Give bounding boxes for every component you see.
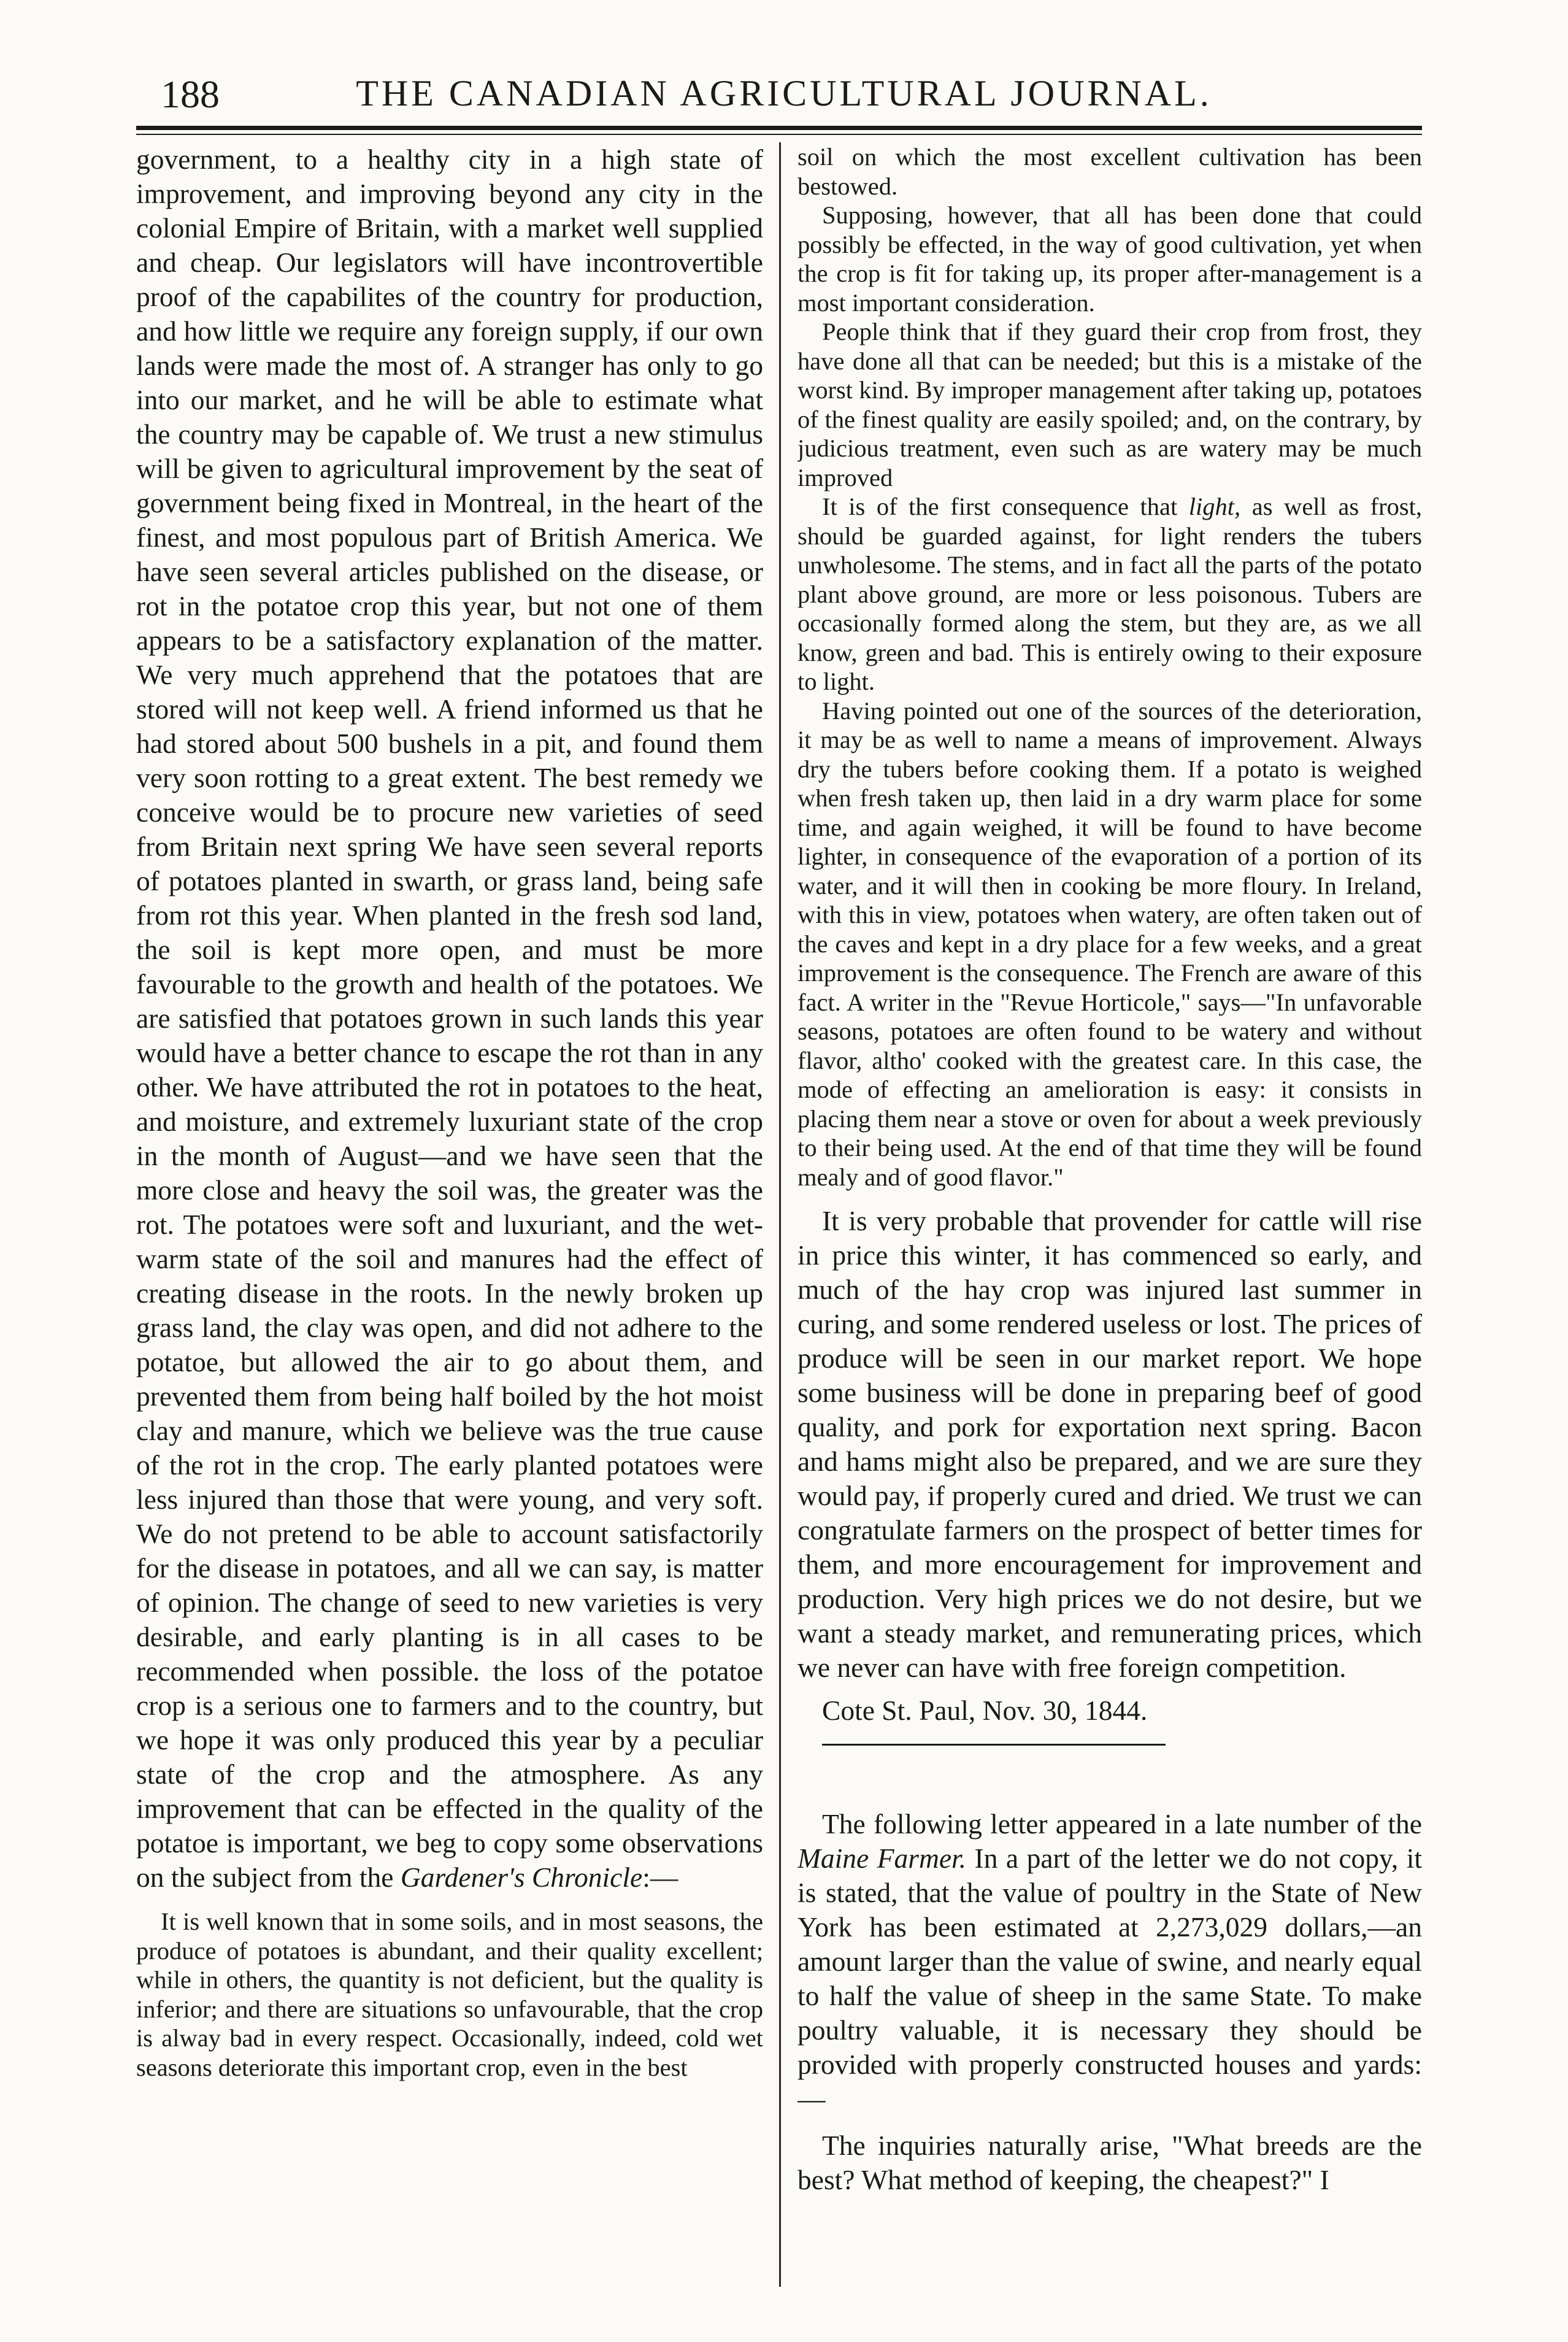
running-title: THE CANADIAN AGRICULTURAL JOURNAL. [356,73,1212,114]
quoted-paragraph: It is well known that in some soils, and in most seasons, the produce of potatoes is abundant, and their quality excellent; while in others, the quantity is not deficient, but the quality is inferior; and there are situations so unfavourable, that the crop is alway bad in every respect. Occasionally, indeed, cold wet seasons deteriorate this important crop, even in the best [136,1908,763,2081]
dateline-signoff: Cote St. Paul, Nov. 30, 1844. [822,1695,1148,1726]
paragraph-text: In a part of the letter we do not copy, it is stated, that the value of poultry in the State of New York has been estimated at 2,273,029 dollars,—an amount larger than the value of swine, and nearly equal to half the value of sheep in the same State. To make poultry valuable, it is necessary they should be provided with properly constructed houses and yards:— [797,1843,1422,2114]
header-rule-thin [136,134,1422,135]
emphasis-word: light, [1188,493,1241,520]
editorial-paragraph: It is very probable that provender for cattle will rise in price this winter, it has commenced so early, and much of the hay crop was injured last summer in curing, and some rendered useless or lost. The prices of produce will be seen in our market report. We hope some business will be done in preparing beef of good quality, and pork for exportation next spring. Bacon and hams might also be prepared, and we are sure they would pay, if properly cured and dried. We trust we can congratulate farmers on the prospect of better times for them, and more encouragement for improvement and production. Very high prices we do not desire, but we want a steady market, and remunerating prices, which we never can have with free foreign competition. [797,1205,1422,1683]
paragraph-tail: :— [642,1862,678,1893]
right-column [797,142,1422,2287]
editorial-paragraph: The inquiries naturally arise, "What breeds are the best? What method of keeping, the cheapest?" I [797,2130,1422,2195]
publication-title: Maine Farmer. [797,1843,967,1874]
source-title: Gardener's Chronicle [400,1862,643,1893]
paragraph-continued [136,142,763,1895]
quoted-paragraph-continued: soil on which the most excellent cultivation has been bestowed. [797,143,1422,200]
page-header [0,0,1568,141]
paragraph-text: government, to a healthy city in a high state of improvement, and improving beyond any city in the colonial Empire of Britain, with a market well supplied and cheap. Our legislators will have incontrovertible proof of the capabilites of the country for production, and how little we require any foreign supply, if our own lands were made the most of. A stranger has only to go into our market, and he will be able to estimate what the country may be capable of. We trust a new stimulus will be given to agricultural improvement by the seat of government being fixed in Montreal, in the heart of the finest, and most populous part of British America. We have seen several articles published on the disease, or rot in the potatoe crop this year, but not one of them appears to be a satisfactory explanation of the matter. We very much apprehend that the potatoes that are stored will not keep well. A friend informed us that he had stored about 500 bushels in a pit, and found them very soon rotting to a great extent. The best remedy we conceive would be to procure new varieties of seed from Britain next spring We have seen several reports of potatoes planted in swarth, or grass land, being safe from rot this year. When planted in the fresh sod land, the soil is kept more open, and must be more favourable to the growth and health of the potatoes. We are satisfied that potatoes grown in such lands this year would have a better chance to escape the rot than in any other. We have attributed the rot in potatoes to the heat, and moisture, and extremely luxuriant state of the crop in the month of August—and we have seen that the more close and heavy the soil was, the greater was the rot. The potatoes were soft and luxuriant, and the wet-warm state of the soil and manures had the effect of creating disease in the roots. In the newly broken up grass land, the clay was open, and did not adhere to the potatoe, but allowed the air to go about them, and prevented them from being half boiled by the hot moist clay and manure, which we believe was the true cause of the rot in the crop. The early planted potatoes were less injured than those that were young, and very soft. We do not pretend to be able to account satisfactorily for the disease in potatoes, and all we can say, is matter of opinion. The change of seed to new varieties is very desirable, and early planting is in all cases to be recommended when possible. the loss of the potatoe crop is a serious one to farmers and to the country, but we hope it was only produced this year by a peculiar state of the crop and the atmosphere. As any improvement that can be effected in the quality of the potatoe is important, we beg to copy some observations on the subject from the [136,144,763,1893]
paragraph-text: The following letter appeared in a late number of the [822,1808,1422,1839]
page-number: 188 [161,72,220,116]
section-rule [822,1744,1166,1746]
paragraph-text: It is of the first consequence that [822,493,1178,520]
quoted-paragraph: Supposing, however, that all has been done that could possibly be effected, in the way of good cultivation, yet when the crop is fit for taking up, its proper after-management is a most important consideration. [797,201,1422,317]
header-rule-thick [136,126,1422,130]
left-column [136,142,763,2287]
paragraph-text: as well as frost, should be guarded against, for light renders the tubers unwholesome. The stems, and in fact all the parts of the potato plant above ground, are more or less poisonous. Tubers are occasionally formed along the stem, but they are, as we all know, green and bad. This is entirely owing to their exposure to light. [797,493,1422,695]
column-divider [779,142,781,2287]
quoted-paragraph: People think that if they guard their crop from frost, they have done all that can be needed; but this is a mistake of the worst kind. By improper management after taking up, potatoes of the finest quality are easily spoiled; and, on the contrary, by judicious treatment, even such as are watery may be much improved [797,318,1422,491]
editorial-paragraph [797,1807,1422,2116]
quoted-paragraph [797,492,1422,696]
quoted-paragraph: Having pointed out one of the sources of the deterioration, it may be as well to name a means of improvement. Always dry the tubers before cooking them. If a potato is weighed when fresh taken up, then laid in a dry warm place for some time, and again weighed, it will be found to have become lighter, in consequence of the evaporation of a portion of its water, and it will then in cooking be more floury. In Ireland, with this in view, potatoes when watery, are often taken out of the caves and kept in a dry place for a few weeks, and a great improvement is the consequence. The French are aware of this fact. A writer in the "Revue Horticole," says—"In unfavorable seasons, potatoes are often found to be watery and without flavor, altho' cooked with the greatest care. In this case, the mode of effecting an amelioration is easy: it consists in placing them near a stove or oven for about a week previously to their being used. At the end of that time they will be found mealy and of good flavor." [797,696,1422,1191]
